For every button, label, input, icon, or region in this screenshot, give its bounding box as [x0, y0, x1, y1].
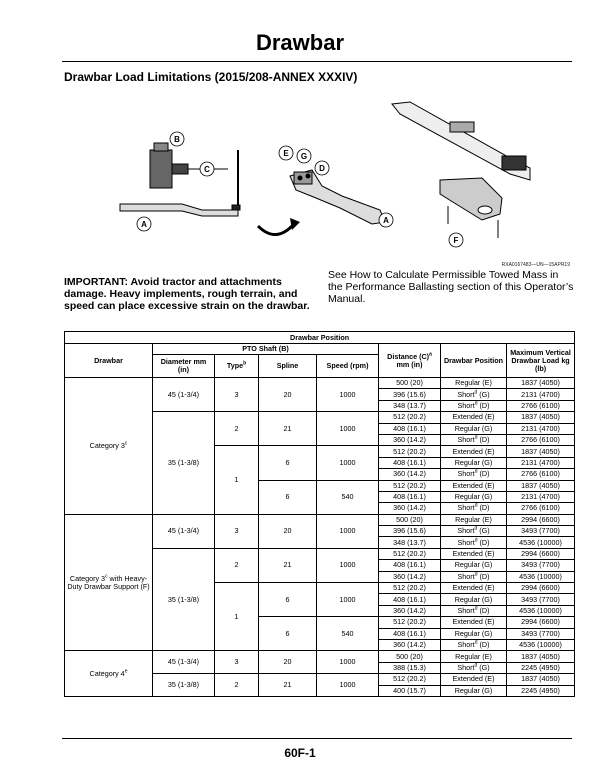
- spline-cell: 6: [259, 446, 317, 480]
- max-load-cell: 2131 (4700): [507, 457, 575, 468]
- position-cell: Short$^d$ (D): [441, 503, 507, 514]
- max-load-cell: 3493 (7700): [507, 526, 575, 537]
- max-load-cell: 2245 (4950): [507, 662, 575, 673]
- position-cell: Short$^d$ (G): [441, 526, 507, 537]
- spline-cell: 21: [259, 412, 317, 446]
- header-drawbar: Drawbar: [65, 344, 153, 378]
- max-load-cell: 1837 (4050): [507, 651, 575, 662]
- position-cell: Short$^d$ (D): [441, 571, 507, 582]
- svg-text:F: F: [453, 236, 459, 245]
- max-load-cell: 3493 (7700): [507, 628, 575, 639]
- position-cell: Regular (G): [441, 594, 507, 605]
- max-load-cell: 2245 (4950): [507, 685, 575, 696]
- position-cell: Regular (E): [441, 514, 507, 525]
- distance-cell: 360 (14.2): [379, 503, 441, 514]
- spline-cell: 21: [259, 674, 317, 697]
- position-cell: Regular (E): [441, 651, 507, 662]
- distance-cell: 512 (20.2): [379, 674, 441, 685]
- diameter-cell: 35 (1-3/8): [153, 412, 215, 515]
- distance-cell: 360 (14.2): [379, 434, 441, 445]
- table-row: [65, 651, 575, 662]
- spline-cell: 6: [259, 617, 317, 651]
- header-distance: Distance $(C)^a$ mm (in): [379, 344, 441, 378]
- drawbar-cell: Category 4e: [65, 651, 153, 697]
- spline-cell: 20: [259, 514, 317, 548]
- header-speed: Speed (rpm): [317, 355, 379, 378]
- speed-cell: 1000: [317, 412, 379, 446]
- important-notice: [64, 276, 314, 312]
- header-spline: Spline: [259, 355, 317, 378]
- drawbar-load-table: [64, 331, 575, 697]
- header-pto-shaft: PTO Shaft (B): [153, 344, 379, 355]
- type-cell: 3: [215, 514, 259, 548]
- speed-cell: 1000: [317, 446, 379, 480]
- position-cell: Extended (E): [441, 446, 507, 457]
- header-position: Drawbar Position: [441, 344, 507, 378]
- diameter-cell: 45 (1-3/4): [153, 514, 215, 548]
- spline-cell: 21: [259, 548, 317, 582]
- drawbar-cell: Category 3$^c$ with Heavy-Duty Drawbar Support (F): [65, 514, 153, 651]
- max-load-cell: 2994 (6600): [507, 548, 575, 559]
- distance-cell: 360 (14.2): [379, 639, 441, 650]
- svg-text:B: B: [174, 135, 180, 144]
- type-cell: 2: [215, 674, 259, 697]
- position-cell: Regular (G): [441, 423, 507, 434]
- svg-text:A: A: [141, 220, 147, 229]
- distance-cell: 388 (15.3): [379, 662, 441, 673]
- footer-rule: [62, 738, 572, 739]
- position-cell: Short$^d$ (D): [441, 434, 507, 445]
- diameter-cell: 35 (1-3/8): [153, 548, 215, 651]
- spline-cell: 6: [259, 480, 317, 514]
- max-load-cell: 2994 (6600): [507, 583, 575, 594]
- drawbar-support-view: [392, 102, 530, 238]
- position-cell: Short$^d$ (D): [441, 537, 507, 548]
- section-heading: Drawbar Load Limitations (2015/208-ANNEX XXXIV): [64, 70, 358, 84]
- type-cell: 1: [215, 446, 259, 514]
- max-load-cell: 1837 (4050): [507, 674, 575, 685]
- type-cell: 1: [215, 583, 259, 651]
- table-body: [65, 378, 575, 697]
- position-cell: Regular (G): [441, 685, 507, 696]
- distance-cell: 348 (13.7): [379, 400, 441, 411]
- max-load-cell: 2131 (4700): [507, 423, 575, 434]
- distance-cell: 360 (14.2): [379, 571, 441, 582]
- svg-text:C: C: [204, 165, 210, 174]
- distance-cell: 408 (16.1): [379, 491, 441, 502]
- speed-cell: 1000: [317, 548, 379, 582]
- position-cell: Short$^d$ (G): [441, 662, 507, 673]
- position-cell: Short$^d$ (D): [441, 639, 507, 650]
- max-load-cell: 3493 (7700): [507, 594, 575, 605]
- distance-cell: 500 (20): [379, 514, 441, 525]
- position-cell: Short$^d$ (G): [441, 389, 507, 400]
- speed-cell: 540: [317, 617, 379, 651]
- max-load-cell: 4536 (10000): [507, 571, 575, 582]
- drawbar-illustration: [110, 98, 574, 260]
- header-diameter: Diameter mm (in): [153, 355, 215, 378]
- distance-cell: 348 (13.7): [379, 537, 441, 548]
- spline-cell: 20: [259, 378, 317, 412]
- pto-side-view: [120, 143, 240, 216]
- distance-cell: 512 (20.2): [379, 412, 441, 423]
- title-rule: [62, 61, 572, 62]
- distance-cell: 500 (20): [379, 651, 441, 662]
- important-label: IMPORTANT:: [64, 276, 128, 288]
- max-load-cell: 4536 (10000): [507, 537, 575, 548]
- diameter-cell: 35 (1-3/8): [153, 674, 215, 697]
- position-cell: Extended (E): [441, 412, 507, 423]
- page-title: Drawbar: [255, 30, 345, 55]
- diameter-cell: 45 (1-3/4): [153, 378, 215, 412]
- header-max-load: Maximum Vertical Drawbar Load kg (lb): [507, 344, 575, 378]
- page-number: 60F-1: [284, 746, 316, 760]
- position-cell: Regular (G): [441, 491, 507, 502]
- svg-text:G: G: [300, 152, 308, 161]
- distance-cell: 396 (15.6): [379, 526, 441, 537]
- max-load-cell: 2766 (6100): [507, 400, 575, 411]
- svg-text:D: D: [319, 164, 325, 173]
- max-load-cell: 3493 (7700): [507, 560, 575, 571]
- distance-cell: 408 (16.1): [379, 628, 441, 639]
- distance-cell: 512 (20.2): [379, 446, 441, 457]
- max-load-cell: 4536 (10000): [507, 639, 575, 650]
- max-load-cell: 4536 (10000): [507, 605, 575, 616]
- position-cell: Extended (E): [441, 674, 507, 685]
- position-cell: Extended (E): [441, 480, 507, 491]
- important-text: Avoid tractor and attachments damage. Heavy implements, rough terrain, and speed can place excessive strain on the drawbar.: [64, 276, 310, 312]
- position-cell: Regular (G): [441, 628, 507, 639]
- svg-text:A: A: [383, 216, 389, 225]
- max-load-cell: 2766 (6100): [507, 469, 575, 480]
- distance-cell: 408 (16.1): [379, 594, 441, 605]
- type-cell: 3: [215, 378, 259, 412]
- ballasting-note: See How to Calculate Permissible Towed Mass in the Performance Ballasting section of this Operator’s Manual.: [328, 269, 574, 305]
- speed-cell: 1000: [317, 378, 379, 412]
- max-load-cell: 1837 (4050): [507, 412, 575, 423]
- distance-cell: 360 (14.2): [379, 469, 441, 480]
- type-cell: 2: [215, 548, 259, 582]
- distance-cell: 512 (20.2): [379, 583, 441, 594]
- distance-cell: 360 (14.2): [379, 605, 441, 616]
- distance-cell: 500 (20): [379, 378, 441, 389]
- distance-cell: 512 (20.2): [379, 548, 441, 559]
- speed-cell: 1000: [317, 674, 379, 697]
- max-load-cell: 2994 (6600): [507, 514, 575, 525]
- position-cell: Extended (E): [441, 583, 507, 594]
- max-load-cell: 1837 (4050): [507, 446, 575, 457]
- position-cell: Short$^d$ (D): [441, 469, 507, 480]
- svg-text:E: E: [283, 149, 289, 158]
- max-load-cell: 2994 (6600): [507, 617, 575, 628]
- speed-cell: 1000: [317, 514, 379, 548]
- diameter-cell: 45 (1-3/4): [153, 651, 215, 674]
- distance-cell: 512 (20.2): [379, 480, 441, 491]
- position-cell: Short$^d$ (D): [441, 400, 507, 411]
- position-cell: Regular (E): [441, 378, 507, 389]
- spline-cell: 20: [259, 651, 317, 674]
- drawbar-top-view: [290, 170, 385, 224]
- table-row: [65, 378, 575, 389]
- type-cell: 2: [215, 412, 259, 446]
- position-cell: Extended (E): [441, 617, 507, 628]
- max-load-cell: 2766 (6100): [507, 503, 575, 514]
- distance-cell: 512 (20.2): [379, 617, 441, 628]
- max-load-cell: 1837 (4050): [507, 480, 575, 491]
- position-cell: Regular (G): [441, 457, 507, 468]
- transition-arrow: [258, 224, 294, 235]
- max-load-cell: 2131 (4700): [507, 491, 575, 502]
- table-caption: Drawbar Position: [65, 332, 575, 344]
- figure-code: RXA0167483—UN—15APR19: [501, 262, 570, 268]
- distance-cell: 400 (15.7): [379, 685, 441, 696]
- drawbar-cell: Category 3$^c$: [65, 378, 153, 515]
- position-cell: Regular (G): [441, 560, 507, 571]
- speed-cell: 540: [317, 480, 379, 514]
- distance-cell: 408 (16.1): [379, 457, 441, 468]
- max-load-cell: 2131 (4700): [507, 389, 575, 400]
- table-row: [65, 514, 575, 525]
- distance-cell: 408 (16.1): [379, 423, 441, 434]
- max-load-cell: 2766 (6100): [507, 434, 575, 445]
- max-load-cell: 1837 (4050): [507, 378, 575, 389]
- speed-cell: 1000: [317, 651, 379, 674]
- position-cell: Extended (E): [441, 548, 507, 559]
- position-cell: Short$^d$ (D): [441, 605, 507, 616]
- type-cell: 3: [215, 651, 259, 674]
- header-type: Type$^b$: [215, 355, 259, 378]
- distance-cell: 408 (16.1): [379, 560, 441, 571]
- speed-cell: 1000: [317, 583, 379, 617]
- distance-cell: 396 (15.6): [379, 389, 441, 400]
- spline-cell: 6: [259, 583, 317, 617]
